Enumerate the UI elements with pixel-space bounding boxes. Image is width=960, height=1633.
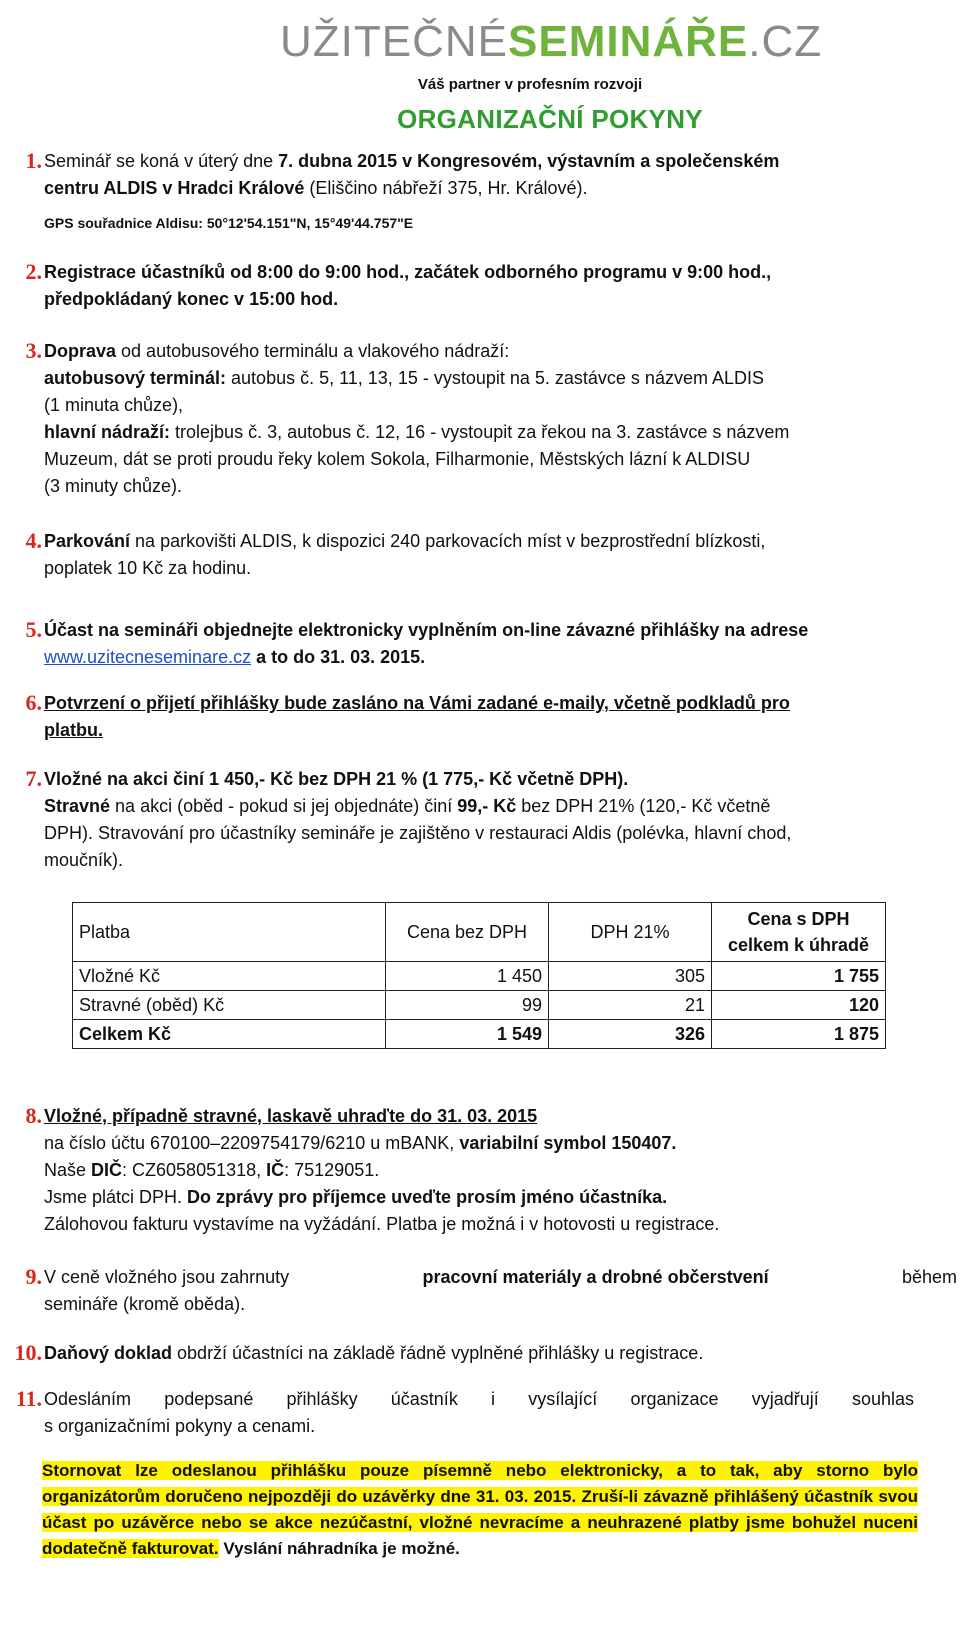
section-2-line-1: Registrace účastníků od 8:00 do 9:00 hod., začátek odborného programu v 9:00 hod., [44, 262, 772, 282]
section-6-line-1: Potvrzení o přijetí přihlášky bude zasláno na Vámi zadané e-maily, včetně podkladů pro [44, 693, 790, 713]
section-4-heading: Parkování [44, 531, 131, 551]
section-2-line-2: předpokládaný konec v 15:00 hod. [44, 289, 339, 309]
section-7 [44, 766, 957, 874]
section-11-line-2: s organizačními pokyny a cenami. [44, 1416, 316, 1436]
logo-text-part1: UŽITEČNÉ [280, 17, 508, 66]
section-1-venue: centru ALDIS v Hradci Králové [44, 178, 305, 198]
section-number-9: 9. [25, 1264, 42, 1289]
section-1-text: Seminář se koná v úterý dne [44, 151, 279, 171]
table-cell: 1 549 [386, 1020, 549, 1049]
section-2 [44, 259, 957, 313]
section-8-ico-label: IČ [266, 1160, 285, 1180]
section-7-meal-vat: bez DPH 21% (120,- Kč včetně [516, 796, 771, 816]
section-5-line-1: Účast na semináři objednejte elektronicky vyplněním on-line závazné přihlášky na adrese [44, 620, 809, 640]
table-row [73, 991, 886, 1020]
table-cell: 120 [712, 991, 886, 1020]
table-cell: Stravné (oběd) Kč [73, 991, 386, 1020]
section-3-line-6: (3 minuty chůze). [44, 476, 183, 496]
section-10-text: obdrží účastníci na základě řádně vyplněné přihlášky u registrace. [172, 1343, 704, 1363]
cancellation-notice-substitute: Vyslání náhradníka je možné. [218, 1539, 460, 1558]
section-1 [44, 148, 957, 237]
table-header-cell: Platba [73, 903, 386, 962]
section-8-ico-value: : 75129051. [284, 1160, 380, 1180]
table-total-row [73, 1020, 886, 1049]
section-3-line-5: Muzeum, dát se proti proudu řeky kolem Sokola, Filharmonie, Městských lázní k ALDISU [44, 449, 751, 469]
section-number-8: 8. [25, 1103, 42, 1128]
logo-text-part2: SEMINÁŘE [508, 17, 749, 66]
section-5-deadline: a to do 31. 03. 2015. [251, 647, 426, 667]
table-header-cell: Cena s DPH celkem k úhradě [712, 903, 886, 962]
section-8 [44, 1103, 957, 1238]
section-10 [44, 1340, 957, 1367]
section-4 [44, 528, 957, 582]
section-number-3: 3. [25, 338, 42, 363]
section-9-line-2: semináře (kromě oběda). [44, 1294, 246, 1314]
section-7-line-3: DPH). Stravování pro účastníky semináře je zajištěno v restauraci Aldis (polévka, hlavní chod, [44, 823, 792, 843]
page-title: ORGANIZAČNÍ POKYNY [397, 104, 703, 134]
table-cell: 1 875 [712, 1020, 886, 1049]
cancellation-notice [42, 1458, 918, 1562]
logo-text-part3: .CZ [748, 17, 823, 66]
table-cell: Celkem Kč [73, 1020, 386, 1049]
section-3 [44, 338, 957, 500]
section-6 [44, 690, 957, 744]
section-7-line-4: moučník). [44, 850, 124, 870]
table-cell: Vložné Kč [73, 962, 386, 991]
section-10-heading: Daňový doklad [44, 1343, 173, 1363]
table-cell: 99 [386, 991, 549, 1020]
section-3-heading: Doprava [44, 341, 117, 361]
section-7-meal-label: Stravné [44, 796, 111, 816]
section-8-tax-text: Naše [44, 1160, 92, 1180]
section-7-meal-text: na akci (oběd - pokud si jej objednáte) činí [110, 796, 458, 816]
section-1-address: (Eliščino nábřeží 375, Hr. Králové). [304, 178, 588, 198]
section-3-bus-text: autobus č. 5, 11, 13, 15 - vystoupit na 5. zastávce s názvem ALDIS [226, 368, 764, 388]
section-8-dic-value: : CZ6058051318, [122, 1160, 267, 1180]
section-3-line-3: (1 minuta chůze), [44, 395, 184, 415]
section-3-train-text: trolejbus č. 3, autobus č. 12, 16 - vystoupit za řekou na 3. zastávce s názvem [170, 422, 790, 442]
section-8-line-5: Zálohovou fakturu vystavíme na vyžádání. Platba je možná i v hotovosti u registrace. [44, 1214, 720, 1234]
section-number-2: 2. [25, 259, 42, 284]
section-9-text: V ceně vložného jsou zahrnuty [44, 1267, 295, 1287]
cancellation-notice-highlighted: Stornovat lze odeslanou přihlášku pouze písemně nebo elektronicky, a to tak, aby storno bylo organizátorům doručeno nejpozději do uzávěrky dne 31. 03. 2015. Zruší-li závazně přihlášený účastník svou účast po uzávěrce nebo se akce nezúčastní, vložné nevracíme a neuhrazené platby jsme bohužel nuceni dodatečně fakturovat. [42, 1461, 918, 1558]
section-11-line-1: Odesláním podepsané přihlášky účastník i vysílající organizace vyjadřují souhlas [44, 1389, 914, 1409]
section-8-line-1: Vložné, případně stravné, laskavě uhraďte do 31. 03. 2015 [44, 1106, 538, 1126]
section-1-date-venue: 7. dubna 2015 v Kongresovém, výstavním a společenském [278, 151, 780, 171]
logo [280, 10, 823, 74]
section-8-variable-symbol: variabilní symbol 150407. [459, 1133, 677, 1153]
section-number-5: 5. [25, 617, 42, 642]
section-8-vat-payer: Jsme plátci DPH. [44, 1187, 188, 1207]
tagline: Váš partner v profesním rozvoji [417, 76, 643, 93]
section-9-included: pracovní materiály a drobné občerstvení [422, 1267, 769, 1287]
section-9 [44, 1264, 957, 1318]
section-number-1: 1. [25, 148, 42, 173]
table-cell: 1 755 [712, 962, 886, 991]
section-3-line-1: od autobusového terminálu a vlakového nádraží: [116, 341, 510, 361]
table-header-cell: DPH 21% [549, 903, 712, 962]
section-11 [44, 1386, 957, 1440]
gps-coordinates: GPS souřadnice Aldisu: 50°12'54.151"N, 15°49'44.757"E [44, 215, 414, 231]
section-7-line-1: Vložné na akci činí 1 450,- Kč bez DPH 21 % (1 775,- Kč včetně DPH). [44, 769, 629, 789]
website-link[interactable]: www.uzitecneseminare.cz [44, 647, 252, 667]
section-number-11: 11. [15, 1386, 42, 1411]
section-number-4: 4. [25, 528, 42, 553]
section-3-train-label: hlavní nádraží: [44, 422, 171, 442]
section-5 [44, 617, 957, 671]
table-cell: 326 [549, 1020, 712, 1049]
section-number-6: 6. [25, 690, 42, 715]
section-8-payment-note: Do zprávy pro příjemce uveďte prosím jméno účastníka. [187, 1187, 668, 1207]
section-4-line-2: poplatek 10 Kč za hodinu. [44, 558, 252, 578]
section-8-account: na číslo účtu 670100–2209754179/6210 u mBANK, [44, 1133, 460, 1153]
table-cell: 305 [549, 962, 712, 991]
section-number-7: 7. [25, 766, 42, 791]
table-header-row [73, 903, 886, 962]
price-table [72, 902, 886, 1049]
section-7-meal-price: 99,- Kč [457, 796, 517, 816]
table-cell: 1 450 [386, 962, 549, 991]
section-6-line-2: platbu. [44, 720, 103, 740]
section-4-line-1: na parkovišti ALDIS, k dispozici 240 parkovacích míst v bezprostřední blízkosti, [130, 531, 766, 551]
section-3-bus-label: autobusový terminál: [44, 368, 227, 388]
section-number-10: 10. [14, 1340, 42, 1365]
table-row [73, 962, 886, 991]
section-8-dic-label: DIČ [91, 1160, 123, 1180]
section-9-during: během [896, 1267, 957, 1287]
table-cell: 21 [549, 991, 712, 1020]
table-header-cell: Cena bez DPH [386, 903, 549, 962]
